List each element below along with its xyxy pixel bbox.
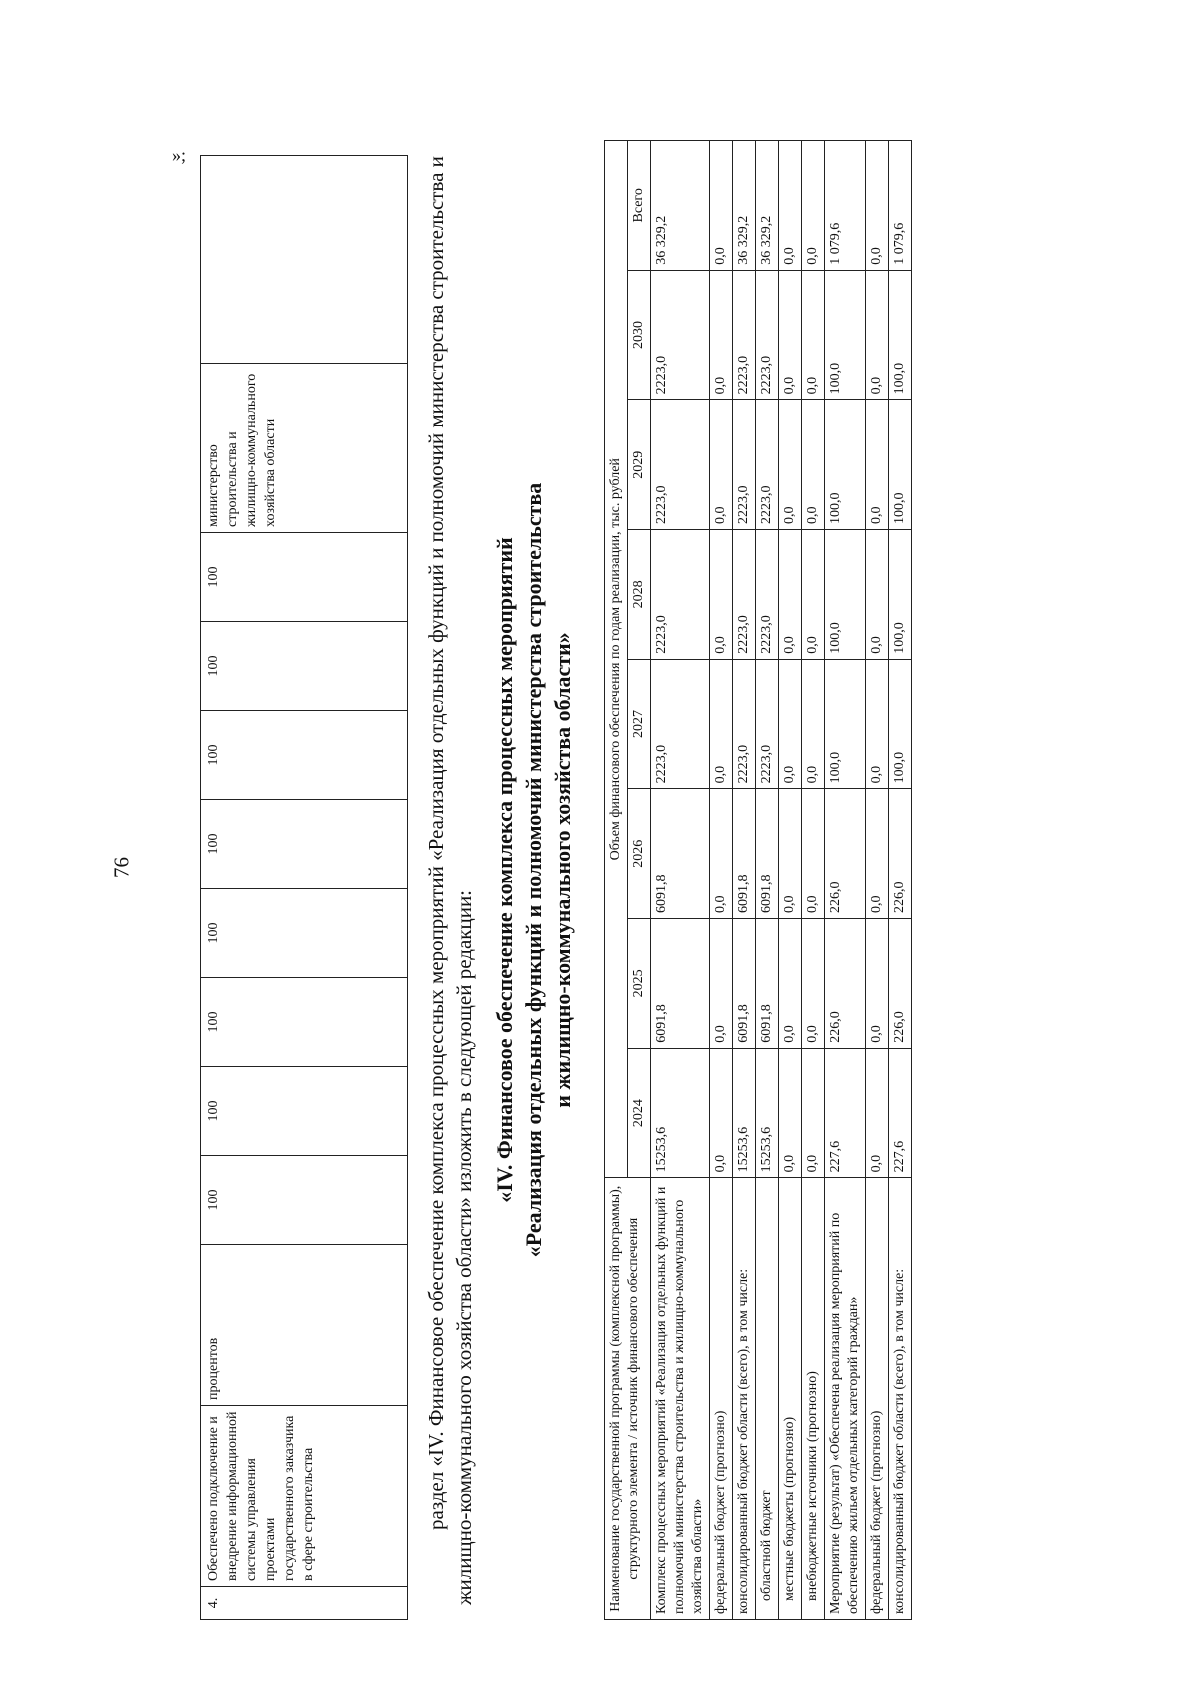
amount-cell: 6091,8 (733, 919, 756, 1049)
year-header: 2026 (628, 789, 651, 919)
source-name: консолидированный бюджет области (всего), в том числе: (733, 1178, 756, 1620)
source-name: Комплекс процессных мероприятий «Реализация отдельных функций и полномочий министерства строительства и жилищно-коммунального хозяйства области» (651, 1178, 710, 1620)
finance-table-body (651, 141, 912, 1620)
amount-cell: 2223,0 (733, 270, 756, 400)
indicator-value: 100 (201, 622, 408, 711)
amount-cell: 0,0 (779, 400, 802, 530)
year-header: 2030 (628, 270, 651, 400)
amount-cell: 0,0 (710, 789, 733, 919)
amount-cell: 0,0 (866, 659, 889, 789)
amount-cell: 2223,0 (651, 400, 710, 530)
amount-cell: 0,0 (779, 1048, 802, 1178)
indicator-unit: процентов (201, 1245, 408, 1406)
amount-cell: 226,0 (825, 789, 866, 919)
amount-cell: 100,0 (825, 659, 866, 789)
amount-cell: 1 079,6 (825, 141, 866, 271)
amount-cell: 0,0 (710, 400, 733, 530)
intro-paragraph: раздел «IV. Финансовое обеспечение комплекса процессных мероприятий «Реализация отдельных функций и полномочий министерства строительства и жилищно-коммунального хозяйства области» изложить в следующей редакции: (424, 156, 476, 1605)
table-row (802, 141, 825, 1620)
section-heading (490, 180, 577, 1560)
amount-cell: 226,0 (825, 919, 866, 1049)
amount-cell: 2223,0 (756, 530, 779, 660)
source-name: федеральный бюджет (прогнозно) (866, 1178, 889, 1620)
year-header: 2027 (628, 659, 651, 789)
amount-cell: 0,0 (866, 141, 889, 271)
indicator-table (200, 155, 408, 1620)
indicator-value: 100 (201, 978, 408, 1067)
amount-cell: 0,0 (779, 530, 802, 660)
amount-cell: 0,0 (779, 789, 802, 919)
amount-cell: 0,0 (802, 919, 825, 1049)
year-header: 2024 (628, 1048, 651, 1178)
year-header: Всего (628, 141, 651, 271)
amount-cell: 0,0 (866, 919, 889, 1049)
amount-cell: 100,0 (825, 530, 866, 660)
amount-cell: 36 329,2 (756, 141, 779, 271)
amount-cell: 15253,6 (651, 1048, 710, 1178)
amount-cell: 6091,8 (651, 919, 710, 1049)
amount-cell: 6091,8 (651, 789, 710, 919)
year-header: 2028 (628, 530, 651, 660)
indicator-value: 100 (201, 889, 408, 978)
source-name: областной бюджет (756, 1178, 779, 1620)
amount-cell: 100,0 (825, 400, 866, 530)
amount-cell: 1 079,6 (889, 141, 912, 271)
amount-cell: 0,0 (802, 789, 825, 919)
indicator-name: Обеспечено подключение и внедрение информационной системы управления проектами государственного заказчика в сфере строительства (201, 1406, 408, 1587)
amount-cell: 6091,8 (756, 919, 779, 1049)
amount-cell: 0,0 (710, 270, 733, 400)
heading-line: «Реализация отдельных функций и полномочий министерства строительства (521, 482, 546, 1258)
source-name: внебюджетные источники (прогнозно) (802, 1178, 825, 1620)
amount-cell: 0,0 (779, 270, 802, 400)
page-number: 76 (109, 857, 134, 878)
amount-cell: 36 329,2 (651, 141, 710, 271)
amount-cell: 0,0 (779, 141, 802, 271)
table-row (201, 156, 408, 1620)
indicator-value: 100 (201, 800, 408, 889)
amount-cell: 0,0 (802, 141, 825, 271)
amount-cell: 6091,8 (733, 789, 756, 919)
indicator-value: 100 (201, 1067, 408, 1156)
indicator-value: 100 (201, 1156, 408, 1245)
amount-cell: 2223,0 (756, 659, 779, 789)
amount-cell: 0,0 (779, 919, 802, 1049)
source-name: консолидированный бюджет области (всего), в том числе: (889, 1178, 912, 1620)
indicator-value: 100 (201, 711, 408, 800)
amount-cell: 6091,8 (756, 789, 779, 919)
name-header: Наименование государственной программы (комплексной программы), структурного элемента / источник финансового обеспечения (605, 1178, 651, 1620)
amount-cell: 100,0 (825, 270, 866, 400)
amount-cell: 2223,0 (733, 400, 756, 530)
year-header: 2025 (628, 919, 651, 1049)
responsible-org: министерство строительства и жилищно-коммунального хозяйства области (201, 364, 408, 533)
amount-cell: 0,0 (866, 1048, 889, 1178)
amount-cell: 100,0 (889, 270, 912, 400)
amount-cell: 0,0 (802, 270, 825, 400)
amount-cell: 226,0 (889, 919, 912, 1049)
amount-cell: 2223,0 (733, 659, 756, 789)
rotated-content (172, 120, 1172, 1620)
amount-cell: 0,0 (710, 530, 733, 660)
source-name: федеральный бюджет (прогнозно) (710, 1178, 733, 1620)
amount-cell: 36 329,2 (733, 141, 756, 271)
amount-cell: 0,0 (710, 141, 733, 271)
source-name: Мероприятие (результат) «Обеспечена реализация мероприятий по обеспечению жильем отдельных категорий граждан» (825, 1178, 866, 1620)
table-row (710, 141, 733, 1620)
heading-line: и жилищно-коммунального хозяйства области» (550, 632, 575, 1108)
amount-cell: 0,0 (802, 530, 825, 660)
amount-cell: 0,0 (779, 659, 802, 789)
table-row (866, 141, 889, 1620)
amount-cell: 2223,0 (651, 530, 710, 660)
table-row (779, 141, 802, 1620)
amount-cell: 15253,6 (756, 1048, 779, 1178)
amount-cell: 0,0 (866, 530, 889, 660)
amount-cell: 2223,0 (651, 659, 710, 789)
amount-cell: 227,6 (889, 1048, 912, 1178)
header-row (605, 141, 628, 1620)
amount-cell: 0,0 (802, 659, 825, 789)
amount-cell: 226,0 (889, 789, 912, 919)
row-number: 4. (201, 1587, 408, 1620)
amount-cell: 0,0 (866, 270, 889, 400)
group-header: Объем финансового обеспечения по годам реализации, тыс. рублей (605, 141, 628, 1178)
finance-table (604, 140, 912, 1620)
amount-cell: 2223,0 (756, 400, 779, 530)
table-row (651, 141, 710, 1620)
amount-cell: 0,0 (866, 400, 889, 530)
empty-cell (201, 156, 408, 364)
amount-cell: 100,0 (889, 400, 912, 530)
amount-cell: 100,0 (889, 659, 912, 789)
amount-cell: 2223,0 (756, 270, 779, 400)
amount-cell: 0,0 (710, 659, 733, 789)
amount-cell: 2223,0 (733, 530, 756, 660)
table-row (733, 141, 756, 1620)
amount-cell: 227,6 (825, 1048, 866, 1178)
amount-cell: 0,0 (710, 919, 733, 1049)
amount-cell: 100,0 (889, 530, 912, 660)
closing-mark: »; (172, 145, 187, 165)
amount-cell: 0,0 (866, 789, 889, 919)
table-row (756, 141, 779, 1620)
amount-cell: 2223,0 (651, 270, 710, 400)
amount-cell: 0,0 (710, 1048, 733, 1178)
table-row (825, 141, 866, 1620)
amount-cell: 0,0 (802, 400, 825, 530)
heading-line: «IV. Финансовое обеспечение комплекса процессных мероприятий (492, 537, 517, 1203)
source-name: местные бюджеты (прогнозно) (779, 1178, 802, 1620)
year-header: 2029 (628, 400, 651, 530)
amount-cell: 0,0 (802, 1048, 825, 1178)
indicator-value: 100 (201, 533, 408, 622)
amount-cell: 15253,6 (733, 1048, 756, 1178)
table-row (889, 141, 912, 1620)
